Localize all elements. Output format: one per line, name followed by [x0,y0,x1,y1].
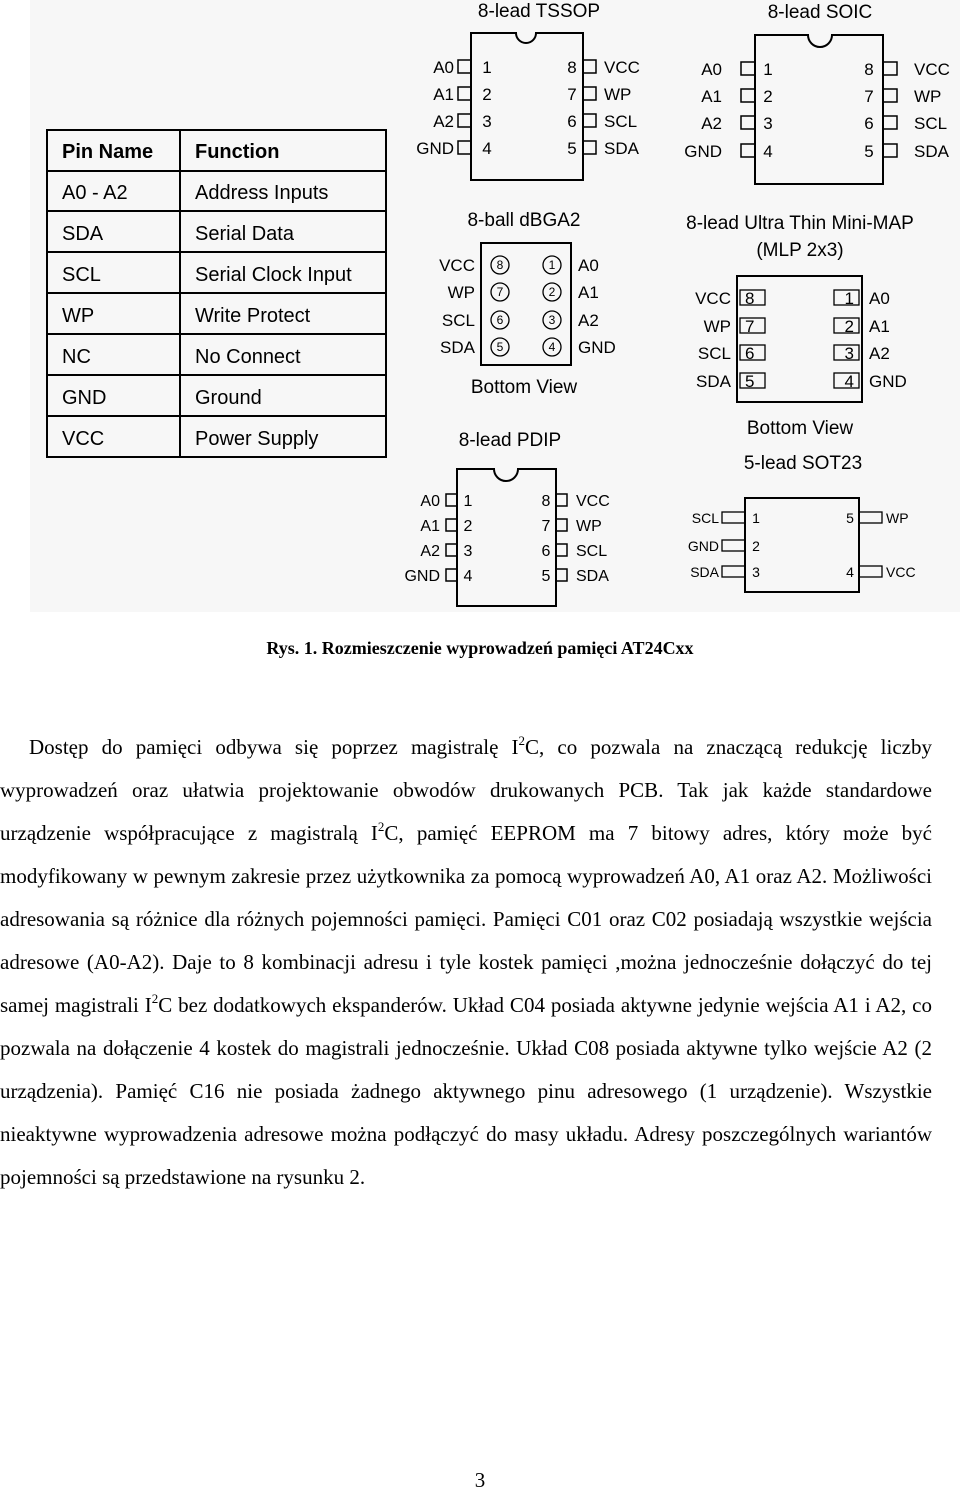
pin-table-cell: Address Inputs [195,182,329,204]
dbga-subtitle: Bottom View [470,377,578,398]
pdip-pin-number: 8 [541,493,551,510]
pin-table-cell: Serial Data [195,223,294,245]
tssop-pin-label: SDA [604,139,639,158]
pinout-diagram [0,0,960,615]
tssop-pin-label: A1 [433,85,454,104]
pdip-pin-label: SCL [576,543,608,560]
soic-pin-number: 3 [763,114,773,133]
pdip-pin-number: 5 [541,568,551,585]
dbga-pin-label: A1 [578,283,599,302]
sot23-pin-label: SDA [690,564,719,580]
pinout-figure [0,0,960,615]
mlp-pin-number: 8 [745,289,755,308]
pdip-pin-label: A1 [420,518,440,535]
dbga-ball-number: 7 [496,285,504,299]
mlp-pin-label: A1 [869,317,890,336]
tssop-pin-number: 2 [482,85,492,104]
sot23-pin-label: GND [687,538,719,554]
soic-pin-number: 2 [763,87,773,106]
figure-caption: Rys. 1. Rozmieszczenie wyprowadzeń pamięci AT24Cxx [266,638,694,658]
sot23-pin-label: SCL [691,510,719,526]
pdip-pin-label: WP [576,518,602,535]
tssop-pin-label: GND [416,139,454,158]
dbga-ball-number: 5 [496,340,504,354]
pin-table-cell: SDA [62,223,104,245]
mlp-pin-number: 1 [844,289,854,308]
dbga-ball-number: 4 [548,340,556,354]
paragraph-segment: C, co pozwala na znaczącą redukcję liczby wyprowadzeń oraz ułatwia projektowanie obwodów drukowanych PCB. Tak jak każde standardowe urządzenie współpracujące z magistralą I [0,735,932,845]
pin-table-cell: Write Protect [195,305,311,327]
dbga-pin-label: A2 [578,311,599,330]
tssop-pin-label: A2 [433,112,454,131]
mlp-pin-number: 5 [745,372,755,391]
tssop-title: 8-lead TSSOP [477,1,601,22]
mlp-pin-number: 3 [844,344,854,363]
body-paragraph [0,726,932,1199]
soic-pin-label: A2 [701,114,722,133]
pdip-pin-label: VCC [576,493,610,510]
pdip-title: 8-lead PDIP [458,430,562,451]
soic-pin-label: SCL [914,114,948,133]
dbga-pin-label: SDA [440,338,475,357]
mlp-pin-number: 2 [844,317,854,336]
sot23-pin-number: 5 [846,510,854,526]
dbga-ball-number: 2 [548,285,556,299]
soic-pin-label: GND [684,142,722,161]
mlp-pin-number: 7 [745,317,755,336]
sot23-pin-number: 1 [752,510,760,526]
superscript: 2 [518,733,526,748]
mlp-pin-number: 6 [745,344,755,363]
dbga-pin-label: WP [447,283,475,302]
sot23-pin-label: WP [886,510,909,526]
mlp-pin-label: SCL [697,344,731,363]
soic-pin-number: 5 [864,142,874,161]
dbga-title: 8-ball dBGA2 [467,210,581,231]
soic-pin-number: 8 [864,60,874,79]
dbga-ball-number: 8 [496,258,504,272]
superscript: 2 [151,991,159,1006]
tssop-pin-number: 7 [567,85,577,104]
paragraph-segment: C, pamięć EEPROM ma 7 bitowy adres, który może być modyfikowany w pewnym zakresie przez użytkownika za pomocą wyprowadzeń A0, A1 oraz A2. Możliwości adresowania są różnice dla różnych pojemności pamięci. Pamięci C01 oraz C02 posiadają wszystkie wejścia adresowe (A0-A2). Daje to 8 kombinacji adresu i tyle kostek pamięci ,można jednocześnie dołączyć do tej samej magistrali I [0,821,932,1017]
pdip-pin-label: A2 [420,543,440,560]
pdip-pin-number: 3 [463,543,473,560]
paragraph-segment: C bez dodatkowych ekspanderów. Układ C04 posiada aktywne jedynie wejścia A1 i A2, co pozwala na dołączenie 4 kostek do magistrali jednocześnie. Układ C08 posiada aktywne tylko wejście A2 (2 urządzenia). Pamięć C16 nie posiada żadnego aktywnego pinu adresowego (1 urządzenie). Wszystkie nieaktywne wyprowadzenia adresowe można podłączyć do masy układu. Adresy poszczególnych wariantów pojemności są przedstawione na rysunku 2. [0,993,932,1189]
tssop-pin-label: A0 [433,58,454,77]
dbga-ball-number: 6 [496,313,504,327]
pin-table-cell: NC [62,346,91,368]
pin-table-cell: VCC [62,428,105,450]
pdip-pin-label: SDA [576,568,609,585]
pdip-pin-number: 7 [541,518,551,535]
pin-table-cell: No Connect [195,346,301,368]
pin-table-cell: SCL [62,264,101,286]
mlp-pin-label: A0 [869,289,890,308]
sot23-pin-number: 4 [846,564,854,580]
soic-pin-number: 6 [864,114,874,133]
pin-table-header-function: Function [195,141,280,163]
pin-table-cell: WP [62,305,95,327]
tssop-pin-number: 1 [482,58,492,77]
dbga-pin-label: SCL [441,311,475,330]
pdip-pin-number: 4 [463,568,473,585]
superscript: 2 [377,819,385,834]
pin-table-cell: Ground [195,387,262,409]
pin-table-cell: A0 - A2 [62,182,128,204]
soic-pin-label: VCC [914,60,950,79]
soic-pin-label: WP [914,87,942,106]
soic-pin-label: SDA [914,142,949,161]
dbga-ball-number: 1 [548,258,556,272]
sot23-pin-number: 2 [752,538,760,554]
figure-background [30,0,960,612]
sot23-pin-label: VCC [886,564,916,580]
sot23-title: 5-lead SOT23 [743,453,863,474]
pdip-pin-label: GND [404,568,440,585]
tssop-pin-number: 4 [482,139,492,158]
mlp-title: 8-lead Ultra Thin Mini-MAP [686,213,914,234]
pin-table-header-pin: Pin Name [62,141,154,163]
tssop-pin-label: SCL [604,112,638,131]
mlp-pin-label: GND [869,372,907,391]
tssop-pin-label: WP [604,85,632,104]
tssop-pin-label: VCC [604,58,640,77]
pdip-pin-number: 1 [463,493,473,510]
paragraph-segment: Dostęp do pamięci odbywa się poprzez magistralę I [29,735,519,759]
mlp-pin-label: WP [703,317,731,336]
soic-pin-number: 7 [864,87,874,106]
tssop-pin-number: 8 [567,58,577,77]
tssop-pin-number: 3 [482,112,492,131]
soic-title: 8-lead SOIC [767,2,873,23]
mlp-pin-label: VCC [695,289,731,308]
pin-table-cell: GND [62,387,107,409]
mlp-title-line2: (MLP 2x3) [756,240,844,261]
pdip-pin-number: 2 [463,518,473,535]
dbga-pin-label: VCC [439,256,475,275]
dbga-pin-label: A0 [578,256,599,275]
pin-table-cell: Serial Clock Input [195,264,352,286]
soic-pin-number: 1 [763,60,773,79]
soic-pin-number: 4 [763,142,773,161]
dbga-pin-label: GND [578,338,616,357]
page-number: 3 [474,1468,486,1492]
mlp-subtitle: Bottom View [746,418,854,439]
tssop-pin-number: 5 [567,139,577,158]
tssop-pin-number: 6 [567,112,577,131]
mlp-pin-label: A2 [869,344,890,363]
mlp-pin-number: 4 [844,372,854,391]
pdip-pin-label: A0 [420,493,440,510]
mlp-pin-label: SDA [696,372,731,391]
pin-table-cell: Power Supply [195,428,319,450]
paragraph-text [0,726,932,1199]
dbga-ball-number: 3 [548,313,556,327]
soic-pin-label: A0 [701,60,722,79]
pdip-pin-number: 6 [541,543,551,560]
soic-pin-label: A1 [701,87,722,106]
sot23-pin-number: 3 [752,564,760,580]
